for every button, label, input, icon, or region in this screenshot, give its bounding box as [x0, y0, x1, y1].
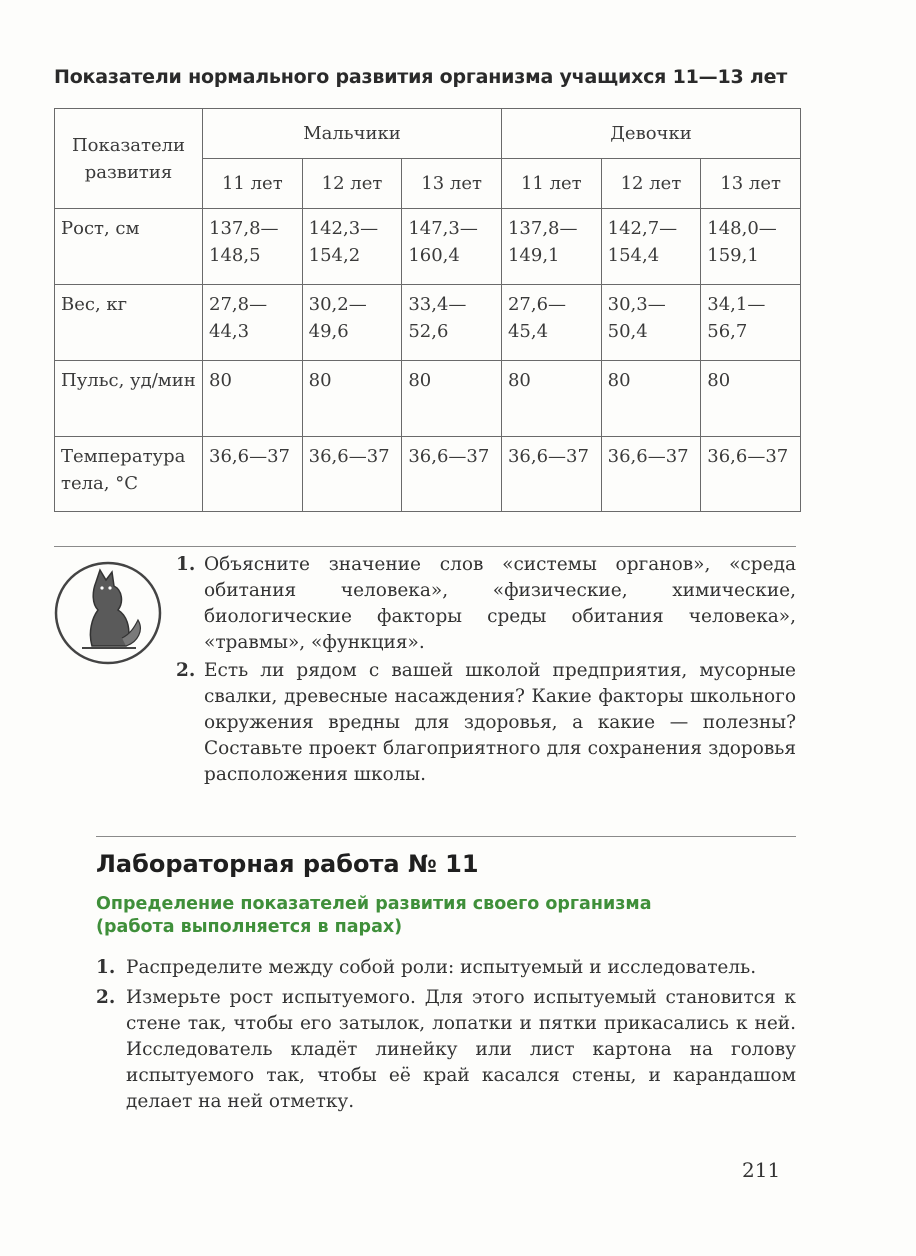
table-row [55, 285, 801, 361]
list-item [176, 658, 796, 788]
age-header: 12 лет [302, 159, 402, 209]
item-number: 2. [176, 660, 196, 681]
questions-list [176, 552, 796, 790]
table-row [55, 437, 801, 512]
table-cell: 30,3—50,4 [601, 285, 701, 361]
table-cell: 80 [302, 361, 402, 437]
table-cell: 137,8—149,1 [501, 209, 601, 285]
table-cell: 80 [501, 361, 601, 437]
table-row [55, 361, 801, 437]
table-cell: 147,3—160,4 [402, 209, 502, 285]
table-title: Показатели нормального развития организма учащихся 11—13 лет [54, 66, 788, 88]
table-cell: 142,3—154,2 [302, 209, 402, 285]
section-divider [54, 546, 796, 547]
corner-header: Показатели развития [55, 109, 203, 209]
table-cell: 80 [601, 361, 701, 437]
group-header-girls: Девочки [501, 109, 800, 159]
table-cell: 80 [701, 361, 801, 437]
row-label: Температура тела, °С [55, 437, 203, 512]
table-cell: 27,8—44,3 [203, 285, 303, 361]
item-text: Объясните значение слов «системы органов», «среда обитания человека», «физические, химические, биологические факторы среды обитания человека», «травмы», «функция». [204, 554, 796, 653]
age-header: 11 лет [203, 159, 303, 209]
table-cell: 27,6—45,4 [501, 285, 601, 361]
age-header: 13 лет [701, 159, 801, 209]
table-cell: 36,6—37 [501, 437, 601, 512]
table-cell: 33,4—52,6 [402, 285, 502, 361]
lab-title: Лабораторная работа № 11 [96, 850, 479, 878]
item-text: Есть ли рядом с вашей школой предприятия, мусорные свалки, древесные насаждения? Какие факторы школьного окружения вредны для здоровья, а какие — полезны? Составьте проект благоприятного для сохранения здоровья расположения школы. [204, 660, 796, 785]
list-item [96, 955, 796, 981]
section-divider [96, 836, 796, 837]
development-table [54, 108, 801, 512]
age-header: 13 лет [402, 159, 502, 209]
row-label: Рост, см [55, 209, 203, 285]
table-cell: 80 [402, 361, 502, 437]
table-cell: 30,2—49,6 [302, 285, 402, 361]
lab-steps-list [96, 955, 796, 1119]
page-number: 211 [742, 1158, 781, 1182]
age-header: 12 лет [601, 159, 701, 209]
row-label: Пульс, уд/мин [55, 361, 203, 437]
item-number: 1. [176, 554, 196, 575]
table-cell: 36,6—37 [402, 437, 502, 512]
table-cell: 137,8—148,5 [203, 209, 303, 285]
table-cell: 36,6—37 [302, 437, 402, 512]
table-cell: 142,7—154,4 [601, 209, 701, 285]
item-number: 2. [96, 987, 116, 1008]
item-number: 1. [96, 957, 116, 978]
item-text: Измерьте рост испытуемого. Для этого испытуемый становится к стене так, чтобы его затылок, лопатки и пятки прикасались к ней. Исследователь кладёт линейку или лист картона на голову испытуемого так, чтобы её край касался стены, и карандашом делает на ней отметку. [126, 987, 796, 1112]
table-cell: 36,6—37 [701, 437, 801, 512]
list-item [96, 985, 796, 1115]
table-row [55, 209, 801, 285]
fox-emblem-icon [52, 558, 164, 672]
table-cell: 148,0—159,1 [701, 209, 801, 285]
table-cell: 80 [203, 361, 303, 437]
list-item [176, 552, 796, 656]
table-cell: 34,1—56,7 [701, 285, 801, 361]
group-header-boys: Мальчики [203, 109, 502, 159]
table-cell: 36,6—37 [203, 437, 303, 512]
lab-subtitle: Определение показателей развития своего организма (работа выполняется в парах) [96, 894, 652, 937]
row-label: Вес, кг [55, 285, 203, 361]
item-text: Распределите между собой роли: испытуемый и исследователь. [126, 957, 757, 978]
age-header: 11 лет [501, 159, 601, 209]
table-cell: 36,6—37 [601, 437, 701, 512]
